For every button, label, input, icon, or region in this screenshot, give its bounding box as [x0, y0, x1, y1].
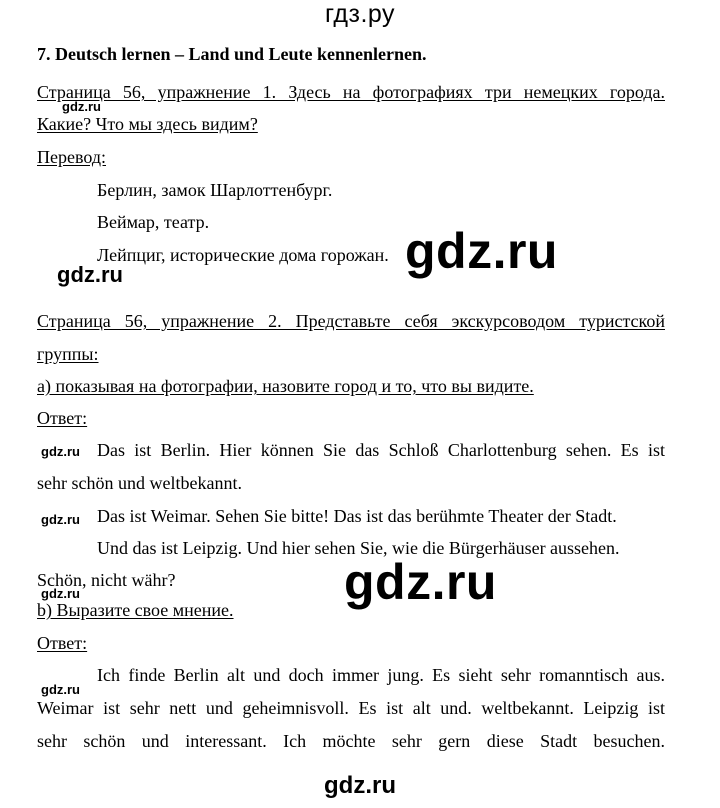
answer-b-line: Ich finde Berlin alt und doch immer jung. Es sieht sehr romanntisch aus. — [97, 665, 665, 685]
answer-a-line: Und das ist Leipzig. Und hier sehen Sie, wie die Bürgerhäuser aussehen. — [97, 538, 620, 558]
watermark-small: gdz.ru — [62, 99, 101, 114]
answer-b-line: Weimar ist sehr nett und geheimnisvoll. Es ist alt und. weltbekannt. Leipzig ist — [37, 698, 665, 718]
answer-a-line: Das ist Berlin. Hier können Sie das Schloß Charlottenburg sehen. Es ist — [97, 440, 665, 460]
task2-question-line1: Страница 56, упражнение 2. Представьте себя экскурсоводом туристской — [37, 311, 665, 331]
watermark-small: gdz.ru — [41, 444, 80, 459]
watermark-small: gdz.ru — [41, 586, 80, 601]
translation-label: Перевод: — [37, 147, 106, 167]
watermark-big: gdz.ru — [344, 554, 497, 610]
task1-question-line2: Какие? Что мы здесь видим? — [37, 114, 258, 134]
answer-a-line: sehr schön und weltbekannt. — [37, 473, 242, 493]
answer-label-b: Ответ: — [37, 633, 88, 653]
watermark-mid: gdz.ru — [57, 262, 123, 287]
task2-subtask-a: а) показывая на фотографии, назовите город и то, что вы видите. — [37, 376, 534, 396]
translation-item: Берлин, замок Шарлоттенбург. — [97, 180, 333, 200]
watermark-small: gdz.ru — [41, 512, 80, 527]
section-title: 7. Deutsch lernen – Land und Leute kennenlernen. — [37, 44, 427, 64]
translation-item: Веймар, театр. — [97, 212, 210, 232]
answer-b-line: sehr schön und interessant. Ich möchte sehr gern diese Stadt besuchen. — [37, 731, 665, 751]
answer-a-line: Schön, nicht währ? — [37, 570, 176, 590]
translation-item: Лейпциг, исторические дома горожан. — [97, 245, 389, 265]
task2-question-line2: группы: — [37, 344, 99, 364]
watermark-small: gdz.ru — [41, 682, 80, 697]
answer-a-line: Das ist Weimar. Sehen Sie bitte! Das ist das berühmte Theater der Stadt. — [97, 506, 617, 526]
task1-question-line1: Страница 56, упражнение 1. Здесь на фотографиях три немецких города. — [37, 82, 665, 102]
task2-subtask-b: b) Выразите свое мнение. — [37, 600, 234, 620]
watermark-big: gdz.ru — [405, 223, 558, 279]
answer-label-a: Ответ: — [37, 408, 88, 428]
site-header: гдз.ру — [324, 0, 396, 28]
footer-watermark: gdz.ru — [324, 772, 396, 799]
